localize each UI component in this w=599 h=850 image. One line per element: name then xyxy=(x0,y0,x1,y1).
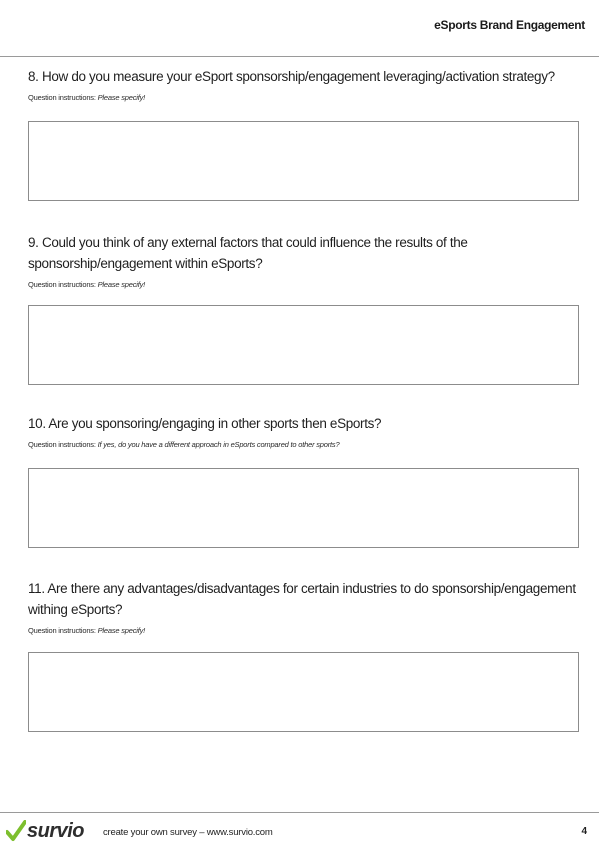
footer-divider xyxy=(0,812,599,813)
answer-field-8[interactable] xyxy=(28,121,579,201)
question-instructions xyxy=(28,280,580,292)
instructions-label: Question instructions: xyxy=(28,280,96,289)
question-9 xyxy=(28,232,580,292)
question-title: 11. Are there any advantages/disadvantages for certain industries to do sponsorship/engagement withing eSports? xyxy=(28,581,576,617)
page-number: 4 xyxy=(581,826,587,837)
instructions-text: Please specify! xyxy=(97,93,146,102)
question-10 xyxy=(28,413,580,452)
question-title: 10. Are you sponsoring/engaging in other sports then eSports? xyxy=(28,416,382,431)
question-title: 8. How do you measure your eSport sponsorship/engagement leveraging/activation strategy? xyxy=(28,69,555,84)
survio-logo[interactable] xyxy=(6,818,84,844)
answer-field-11[interactable] xyxy=(28,652,579,732)
answer-field-10[interactable] xyxy=(28,468,579,548)
question-instructions xyxy=(28,93,580,105)
footer-tagline: create your own survey – www.survio.com xyxy=(103,827,273,838)
question-8 xyxy=(28,66,580,105)
question-11 xyxy=(28,578,580,638)
instructions-text: Please specify! xyxy=(97,626,146,635)
question-instructions xyxy=(28,440,580,452)
question-instructions xyxy=(28,626,580,638)
header-divider xyxy=(0,56,599,57)
checkmark-icon xyxy=(6,820,26,842)
document-title: eSports Brand Engagement xyxy=(434,18,585,32)
instructions-label: Question instructions: xyxy=(28,440,96,449)
logo-text: survio xyxy=(27,819,85,842)
instructions-text: If yes, do you have a different approach in eSports compared to other sports? xyxy=(97,440,340,449)
answer-field-9[interactable] xyxy=(28,305,579,385)
instructions-label: Question instructions: xyxy=(28,626,96,635)
instructions-text: Please specify! xyxy=(97,280,146,289)
question-title: 9. Could you think of any external factors that could influence the results of the sponsorship/engagement within eSports? xyxy=(28,235,468,271)
instructions-label: Question instructions: xyxy=(28,93,96,102)
